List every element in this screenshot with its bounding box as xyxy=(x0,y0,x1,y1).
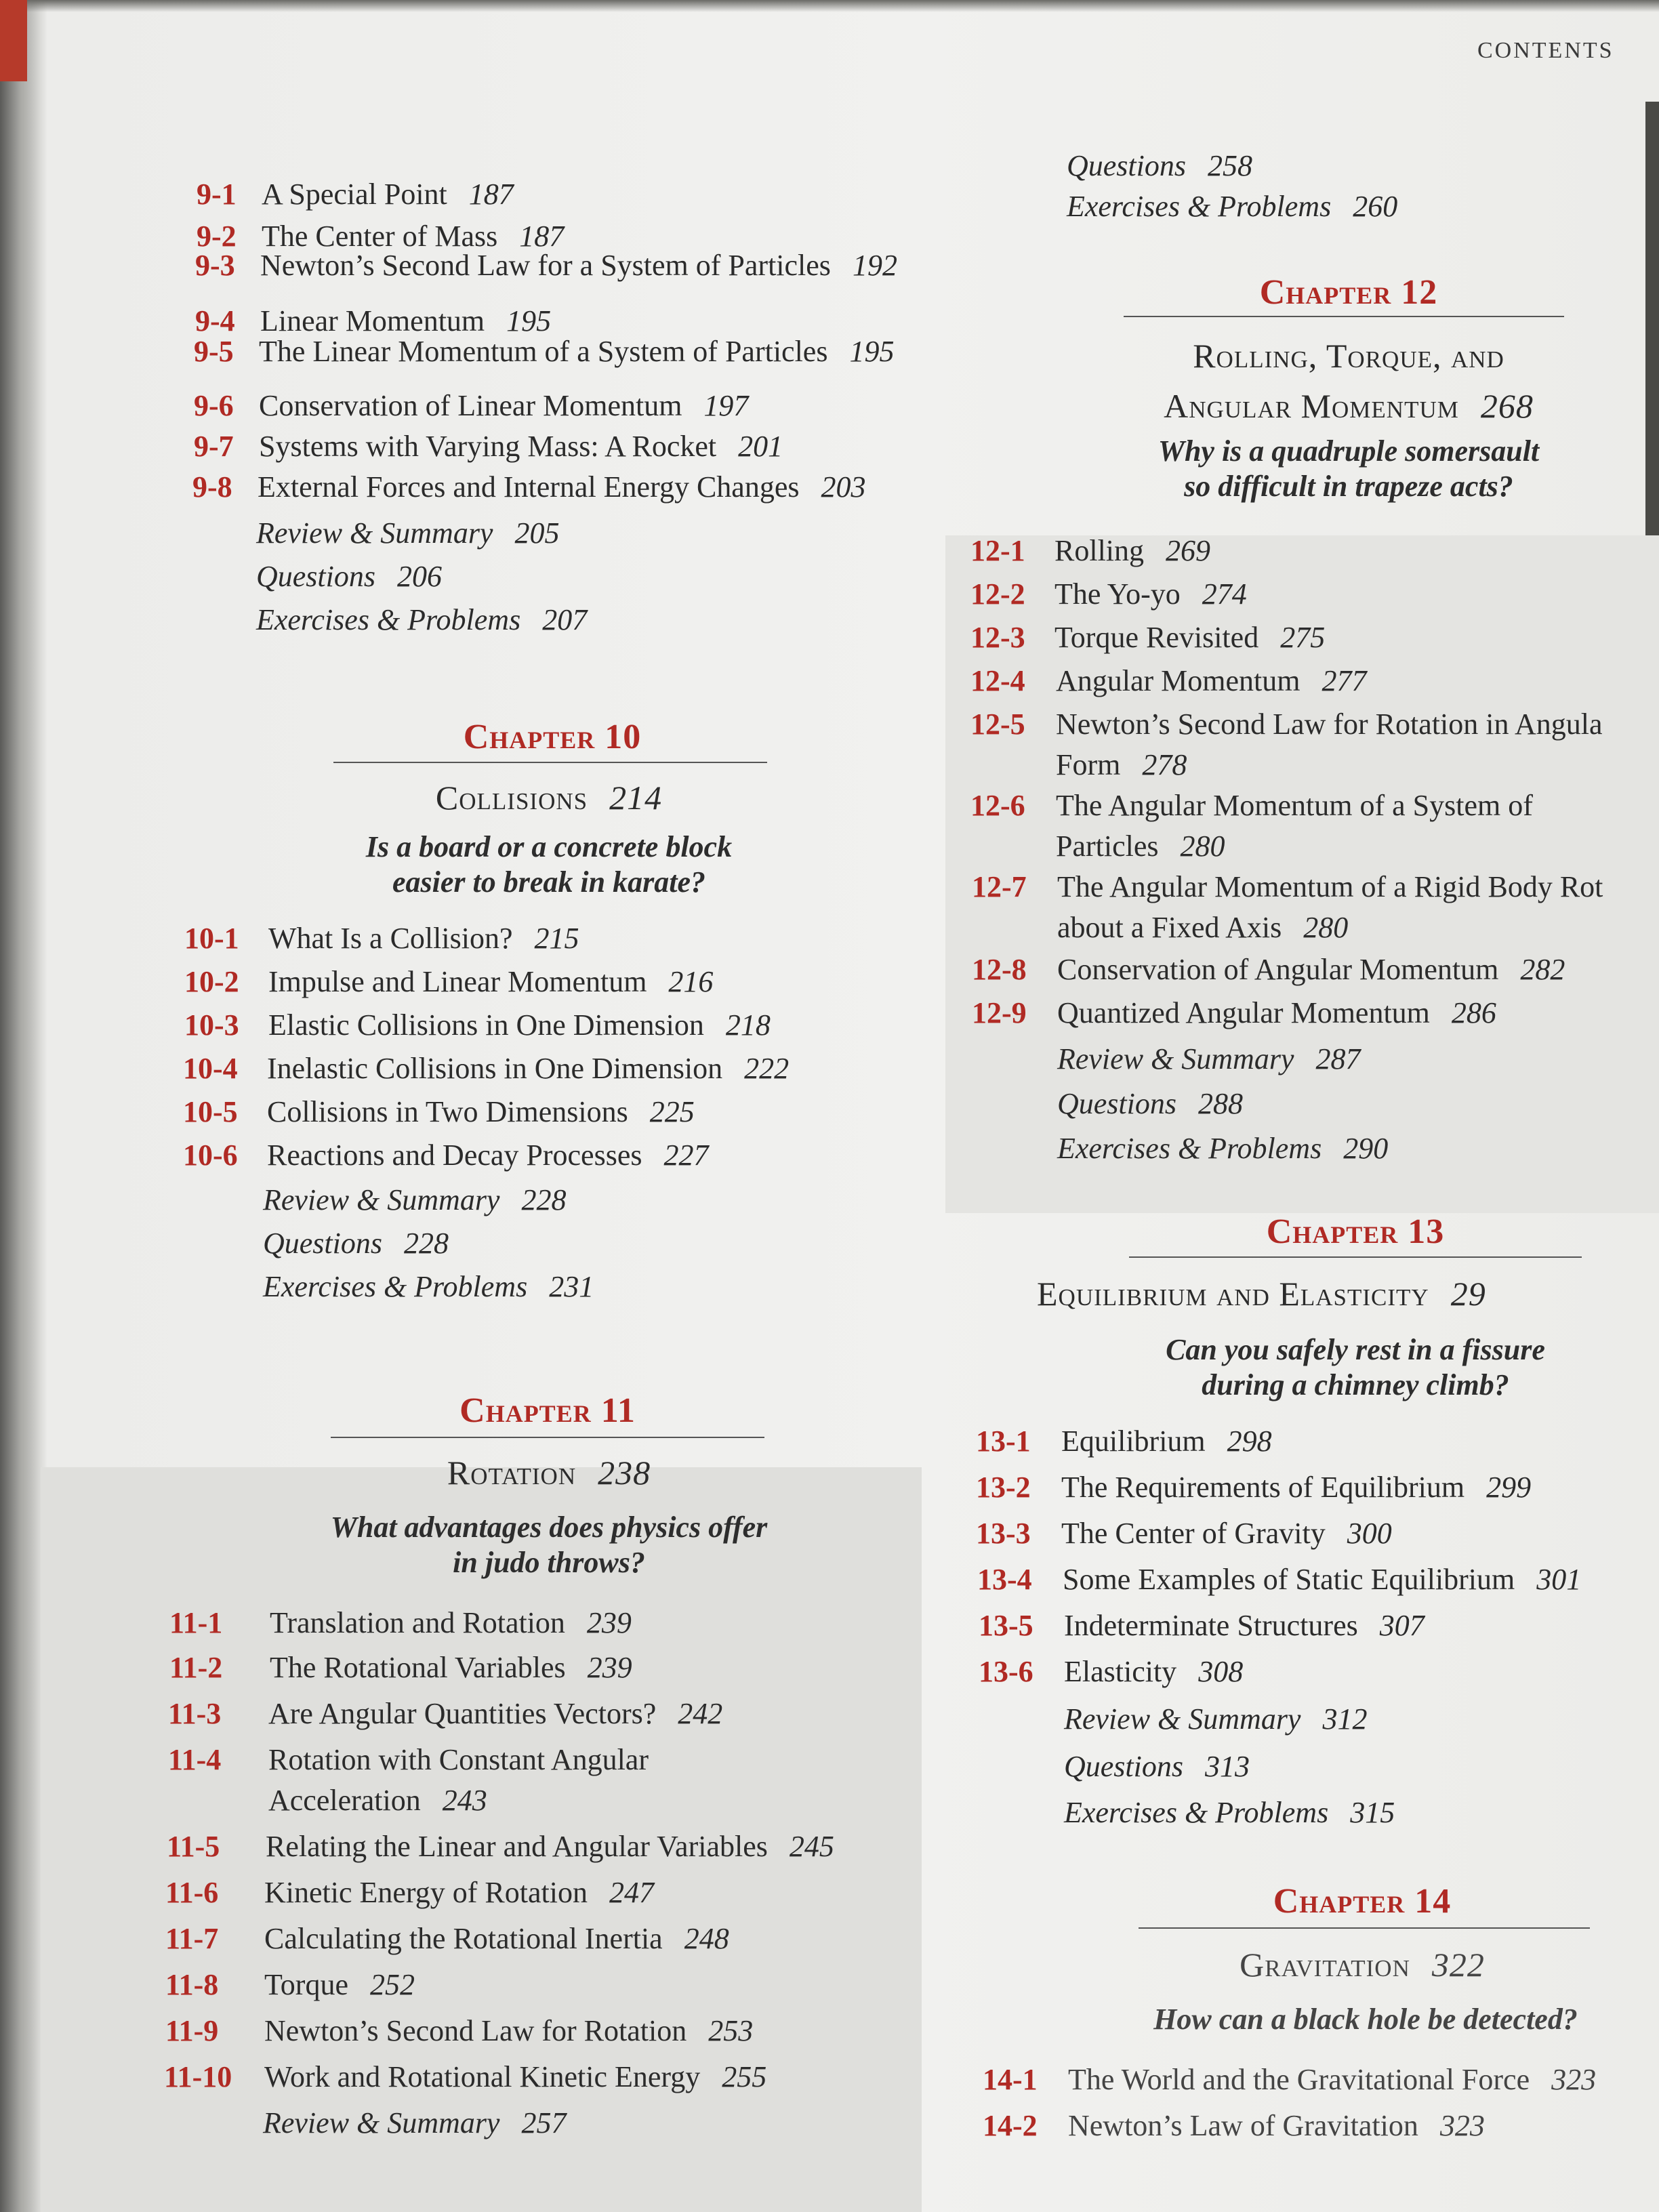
toc-entry-review[interactable]: Review & Summary 228 xyxy=(263,1183,567,1216)
chapter-question: What advantages does physics offer in judo throws? xyxy=(330,1511,768,1579)
chapter-rule xyxy=(1124,316,1564,317)
toc-entry-questions[interactable]: Questions 258 xyxy=(1067,149,1252,182)
chapter-heading: Chapter 10 xyxy=(463,718,642,756)
chapter-heading: Chapter 13 xyxy=(1266,1212,1445,1251)
chapter-title[interactable]: Rolling, Torque, and Angular Momentum 268 xyxy=(1164,337,1534,425)
toc-entry-continued[interactable]: Form 278 xyxy=(1056,748,1187,781)
chapter-title[interactable]: Rotation 238 xyxy=(447,1454,651,1492)
chapter-title[interactable]: Equilibrium and Elasticity 29 xyxy=(1037,1275,1486,1313)
running-head: CONTENTS xyxy=(1477,38,1614,63)
toc-entry-review[interactable]: Review & Summary 287 xyxy=(1057,1042,1361,1076)
chapter-question: Is a board or a concrete block easier to break in karate? xyxy=(365,830,733,899)
chapter-title[interactable]: Gravitation 322 xyxy=(1240,1946,1485,1984)
toc-entry-review[interactable]: Review & Summary 312 xyxy=(1064,1702,1368,1736)
toc-entry-exercises[interactable]: Exercises & Problems 260 xyxy=(1067,190,1398,223)
toc-entry-continued[interactable]: about a Fixed Axis 280 xyxy=(1057,911,1349,944)
toc-entry-exercises[interactable]: Exercises & Problems 231 xyxy=(263,1270,594,1303)
chapter-question: How can a black hole be detected? xyxy=(1153,2003,1578,2036)
book-page: CONTENTS 9-1 A Special Point 187 9-2 The Center of Mass 187 9-3 Newton’s Second Law for a System of Particles 192 9-4 Linear Momentum 195 9-5 The Linear Momentum of a System of Particles 195 9-6 Conservation of Linear Momentum 197 9-7 Systems with Varying Mass: A Rocket 201 9-8 External Forces and Internal Energy Changes 203 Review & Summary 205 Questions 206 Exercises & Problems 207 Chapter 10 Collisions 214 Is a board or a concrete block easier to break in karate? 10-1 What Is a Collision? 215 10-2 Impulse and Linear Momentum 216 10-3 Elastic Collisions in One Dimension 218 10-4 Inelastic Collisions in One Dimension 222 10-5 Collisions in Two Dimensions 225 10-6 Reactions and Decay Processes 227 Review & Summary 228 Questions 228 Exercises & Problems 231 Chapter 11 Rotation 238 What advantages does physics offer in judo throws? 11-1 Translation and Rotation 239 11-2 The Rotational Variables 239 11-3 Are Angular Quantities Vectors? 242 11-4 Rotation with Constant Angular Acceleration 243 11-5 Relating the Linear and Angular Variables 245 11-6 Kinetic Energy of Rotation 247 11-7 Calculating the Rotational Inertia 248 11-8 Torque 252 11-9 Newton’s Second Law for Rotation 253 11-10 Work and Rotational Kinetic Energy 255 Review & Summary 257 Questions 258 Exercises & Problems 260 Chapter 12 Rolling, Torque, and Angular Momentum 268 Why is a quadruple somersault so difficult in trapeze acts? 12-1 Rolling 269 12-2 The Yo-yo 274 12-3 Torque Revisited 275 12-4 Angular Momentum 277 12-5 Newton’s Second Law for Rotation in Angula Form 278 12-6 The Angular Momentum of a System of Particles 280 12-7 The Angular Momentum of a Rigid Body Rot about a Fixed Axis 280 12-8 Conservation of Angular Momentum 282 12-9 Quantized Angular Momentum 286 Review & Summary 287 Questions 288 Exercises & Problems 290 Chapter 13 Equilibrium and Elasticity 29 Can you safely rest in a fissure during a chimney climb? 13-1 Equilibrium 298 13-2 The Requirements of Equilibrium 299 13-3 The Center of Gravity 300 13-4 Some Examples of Static Equilibrium 301 13-5 Indeterminate Structures 307 13-6 Elasticity 308 Review & Summary 312 Questions 313 Exercises & Problems 315 Chapter 14 Gravitation 322 How can a black hole be detected? 14-1 The World and the Gravitational Force 323 14-2 Newton’s Law of Gravitation 323 xyxy=(0,0,1659,2212)
chapter-heading: Chapter 14 xyxy=(1273,1882,1452,1921)
top-edge-shadow xyxy=(0,0,1659,12)
chapter-question: Why is a quadruple somersault so difficult in trapeze acts? xyxy=(1158,434,1540,503)
toc-entry-exercises[interactable]: Exercises & Problems 207 xyxy=(256,603,588,636)
adjacent-page-edge xyxy=(0,0,27,81)
chapter-title[interactable]: Collisions 214 xyxy=(435,779,663,817)
toc-entry-questions[interactable]: Questions 288 xyxy=(1057,1087,1243,1120)
toc-entry-continued[interactable]: Acceleration 243 xyxy=(268,1784,487,1817)
chapter-rule xyxy=(333,762,767,763)
toc-entry-exercises[interactable]: Exercises & Problems 315 xyxy=(1064,1796,1395,1829)
toc-entry-questions[interactable]: Questions 228 xyxy=(263,1227,449,1260)
chapter-rule xyxy=(1129,1256,1582,1258)
toc-entry-questions[interactable]: Questions 313 xyxy=(1064,1750,1250,1783)
chapter-heading: Chapter 12 xyxy=(1259,273,1438,312)
chapter-heading: Chapter 11 xyxy=(459,1391,636,1430)
toc-entry-review[interactable]: Review & Summary 257 xyxy=(263,2106,567,2139)
toc-entry-continued[interactable]: Particles 280 xyxy=(1056,830,1225,863)
chapter-question: Can you safely rest in a fissure during a chimney climb? xyxy=(1166,1333,1545,1401)
toc-entry-review[interactable]: Review & Summary 205 xyxy=(256,516,560,550)
chapter-rule xyxy=(331,1437,764,1438)
toc-entry-exercises[interactable]: Exercises & Problems 290 xyxy=(1057,1132,1389,1165)
chapter-rule xyxy=(1139,1927,1590,1929)
toc-entry-questions[interactable]: Questions 206 xyxy=(256,560,442,593)
